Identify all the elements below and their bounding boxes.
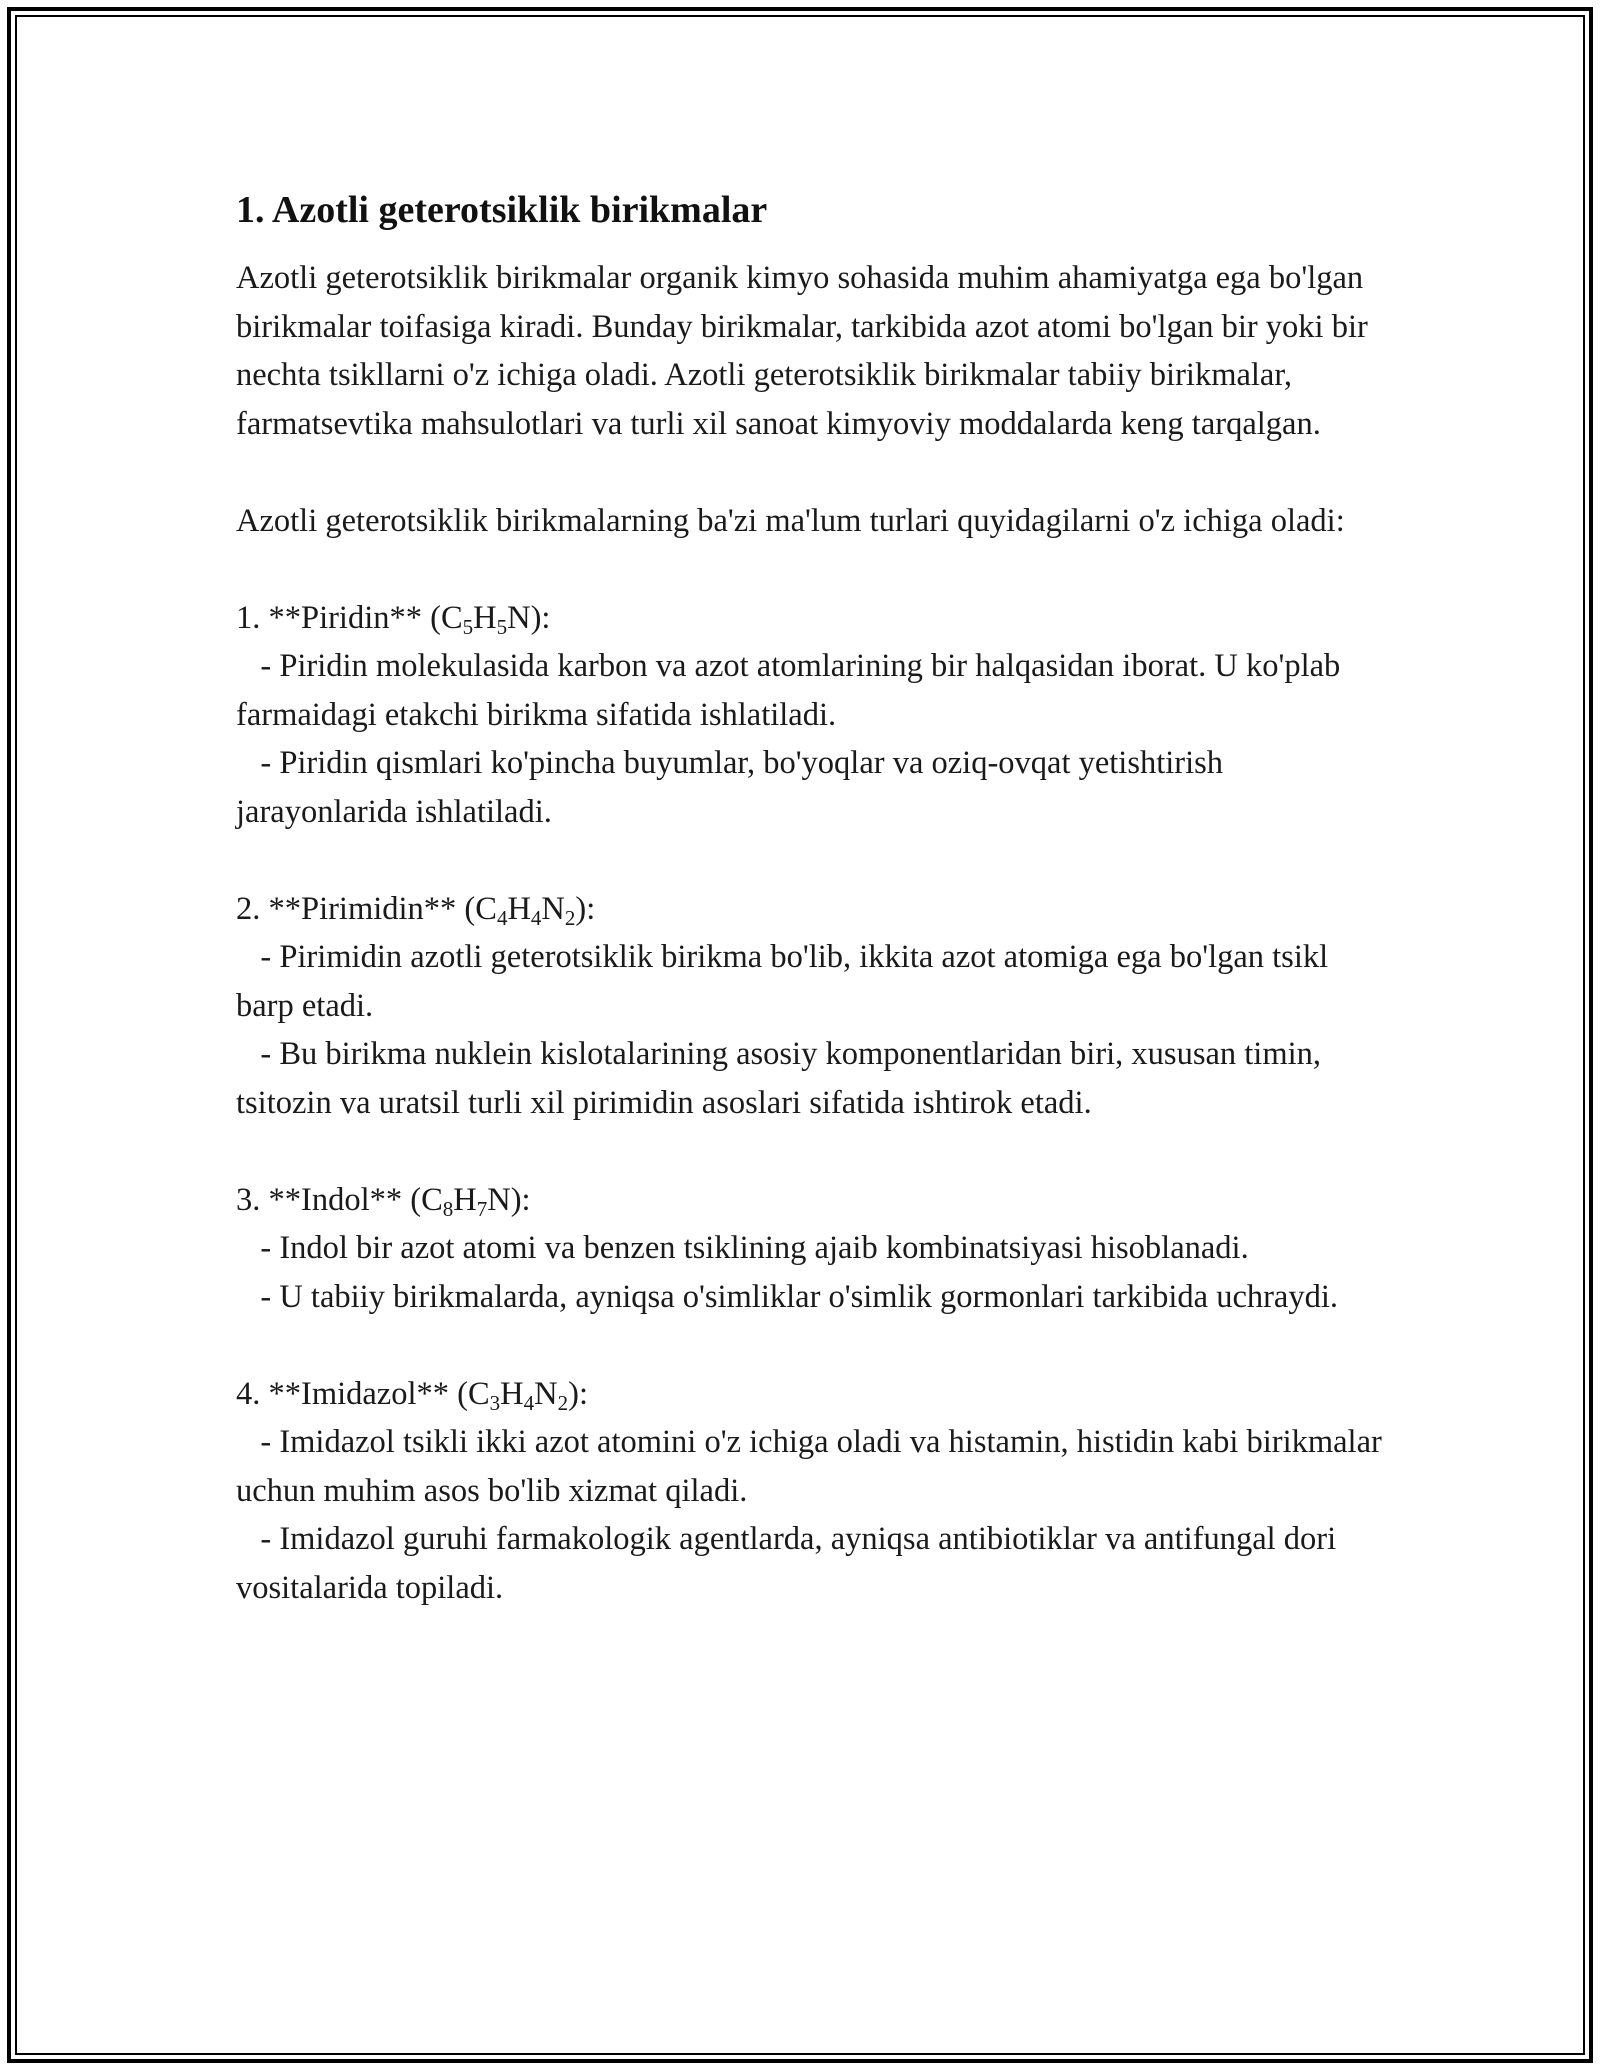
formula-subscript: 5 bbox=[462, 614, 474, 639]
formula-element: H bbox=[473, 599, 497, 636]
formula-element: H bbox=[453, 1181, 477, 1218]
spacer bbox=[236, 1127, 1386, 1176]
formula-subscript: 2 bbox=[557, 1390, 569, 1415]
chemical-formula bbox=[421, 1181, 511, 1221]
formula-element: N bbox=[487, 1181, 511, 1218]
formula-subscript: 5 bbox=[496, 614, 508, 639]
bullet-text: - Piridin molekulasida karbon va azot atomlarining bir halqasidan iborat. U ko'plab farmaidagi etakchi birikma sifatida ishlatiladi. bbox=[236, 648, 1349, 733]
spacer bbox=[236, 545, 1386, 594]
types-intro-paragraph: Azotli geterotsiklik birikmalarning ba'zi ma'lum turlari quyidagilarni o'z ichiga oladi: bbox=[236, 502, 1345, 539]
compound-name: 2. **Pirimidin** ( bbox=[236, 890, 476, 927]
compound-heading bbox=[236, 885, 1386, 934]
formula-subscript: 3 bbox=[489, 1390, 501, 1415]
formula-element: C bbox=[421, 1181, 443, 1218]
intro-paragraph: Azotli geterotsiklik birikmalar organik kimyo sohasida muhim ahamiyatga ega bo'lgan birikmalar toifasiga kiradi. Bunday birikmalar, tarkibida azot atomi bo'lgan bir yoki bir nechta tsikllarni o'z ichiga oladi. Azotli geterotsiklik birikmalar tabiiy birikmalar, farmatsevtika mahsulotlari va turli xil sanoat kimyoviy moddalarda keng tarqalgan. bbox=[236, 260, 1368, 442]
spacer bbox=[236, 836, 1386, 885]
compound-heading bbox=[236, 594, 1386, 643]
bullet-text: - U tabiiy birikmalarda, ayniqsa o'simliklar o'simlik gormonlari tarkibida uchraydi. bbox=[236, 1278, 1339, 1315]
heading-suffix: ): bbox=[575, 890, 596, 927]
compound-item bbox=[236, 1370, 1390, 1613]
formula-subscript: 4 bbox=[530, 905, 542, 930]
chemical-formula bbox=[475, 890, 576, 930]
compound-name: 1. **Piridin** ( bbox=[236, 599, 441, 636]
heading-suffix: ): bbox=[510, 1181, 531, 1218]
bullet-text: - Piridin qismlari ko'pincha buyumlar, bo'yoqlar va oziq-ovqat yetishtirish jarayonlarida ishlatiladi. bbox=[236, 745, 1232, 830]
formula-element: H bbox=[507, 890, 531, 927]
formula-element: N bbox=[507, 599, 531, 636]
bullet-text: - Imidazol tsikli ikki azot atomini o'z ichiga oladi va histamin, histidin kabi birikmalar uchun muhim asos bo'lib xizmat qiladi. bbox=[236, 1424, 1390, 1509]
formula-subscript: 4 bbox=[523, 1390, 535, 1415]
formula-element: C bbox=[475, 890, 497, 927]
bullet-text: - Pirimidin azotli geterotsiklik birikma bo'lib, ikkita azot atomiga ega bo'lgan tsikl barp etadi. bbox=[236, 939, 1337, 1024]
spacer bbox=[236, 448, 1386, 497]
formula-element: N bbox=[541, 890, 565, 927]
heading-suffix: ): bbox=[568, 1375, 588, 1412]
heading-suffix: ): bbox=[530, 599, 551, 636]
chemical-formula bbox=[440, 599, 531, 639]
formula-element: H bbox=[500, 1375, 524, 1412]
compound-heading bbox=[236, 1176, 1386, 1225]
bullet-text: - Bu birikma nuklein kislotalarining asosiy komponentlaridan biri, xususan timin, tsitozin va uratsil turli xil pirimidin asoslari sifatida ishtirok etadi. bbox=[236, 1036, 1330, 1121]
spacer bbox=[236, 1321, 1386, 1370]
bullet-text: - Indol bir azot atomi va benzen tsiklining ajaib kombinatsiyasi hisoblanadi. bbox=[236, 1230, 1249, 1266]
compound-item bbox=[236, 1176, 1386, 1322]
compound-heading bbox=[236, 1370, 1386, 1419]
formula-element: C bbox=[467, 1375, 490, 1412]
compound-item bbox=[236, 594, 1386, 837]
compound-item bbox=[236, 885, 1386, 1128]
formula-subscript: 2 bbox=[564, 905, 576, 930]
compound-list bbox=[236, 545, 1390, 1612]
formula-element: C bbox=[440, 599, 463, 636]
formula-subscript: 8 bbox=[442, 1196, 454, 1221]
bullet-text: - Imidazol guruhi farmakologik agentlarda, ayniqsa antibiotiklar va antifungal dori vositalarida topiladi. bbox=[236, 1521, 1345, 1606]
formula-subscript: 7 bbox=[476, 1196, 488, 1221]
document-body bbox=[236, 186, 1390, 1612]
formula-subscript: 4 bbox=[496, 905, 508, 930]
section-heading: 1. Azotli geterotsiklik birikmalar bbox=[236, 189, 768, 231]
compound-name: 3. **Indol** ( bbox=[236, 1181, 422, 1218]
chemical-formula bbox=[467, 1375, 569, 1415]
compound-name: 4. **Imidazol** ( bbox=[236, 1375, 468, 1412]
formula-element: N bbox=[534, 1375, 558, 1412]
